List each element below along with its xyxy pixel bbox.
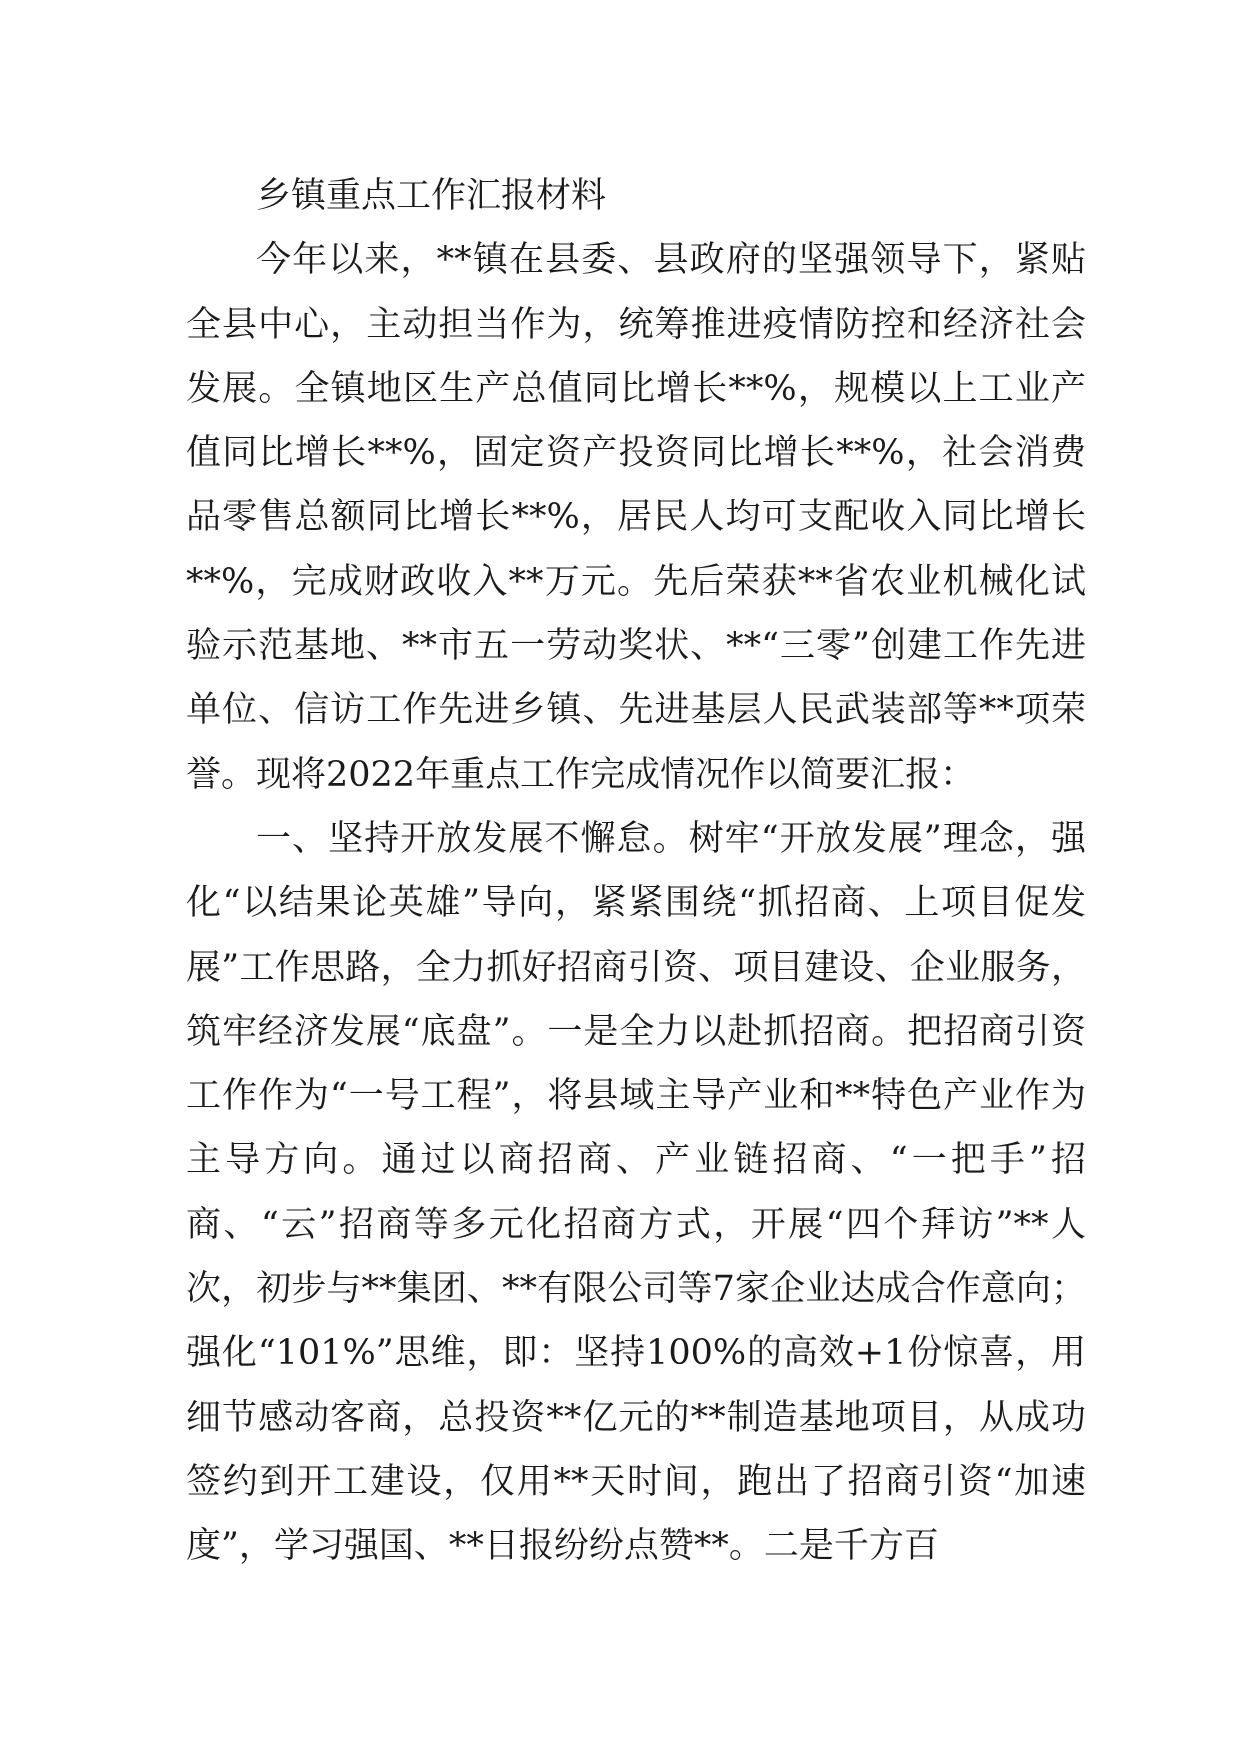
- section-one-paragraph: 一、坚持开放发展不懈怠。树牢“开放发展”理念，强化“以结果论英雄”导向，紧紧围绕“抓招商、上项目促发展”工作思路，全力抓好招商引资、项目建设、企业服务，筑牢经济发展“底盘”。一是全力以赴抓招商。把招商引资工作作为“一号工程”，将县域主导产业和**特色产业作为主导方向。通过以商招商、产业链招商、“一把手”招商、“云”招商等多元化招商方式，开展“四个拜访”**人次，初步与**集团、**有限公司等7家企业达成合作意向；强化“101%”思维，即：坚持100%的高效+1份惊喜，用细节感动客商，总投资**亿元的**制造基地项目，从成功签约到开工建设，仅用**天时间，跑出了招商引资“加速度”，学习强国、**日报纷纷点赞**。二是千方百: [186, 818, 1086, 1567]
- intro-paragraph: 今年以来，**镇在县委、县政府的坚强领导下，紧贴全县中心，主动担当作为，统筹推进疫情防控和经济社会发展。全镇地区生产总值同比增长**%，规模以上工业产值同比增长**%，固定资产投资同比增长**%，社会消费品零售总额同比增长**%，居民人均可支配收入同比增长**%，完成财政收入**万元。先后荣获**省农业机械化试验示范基地、**市五一劳动奖状、**“三零”创建工作先进单位、信访工作先进乡镇、先进基层人民武装部等**项荣誉。现将2022年重点工作完成情况作以简要汇报：: [186, 240, 1086, 795]
- document-title: 乡镇重点工作汇报材料: [256, 176, 607, 216]
- document-body: [186, 164, 1086, 1579]
